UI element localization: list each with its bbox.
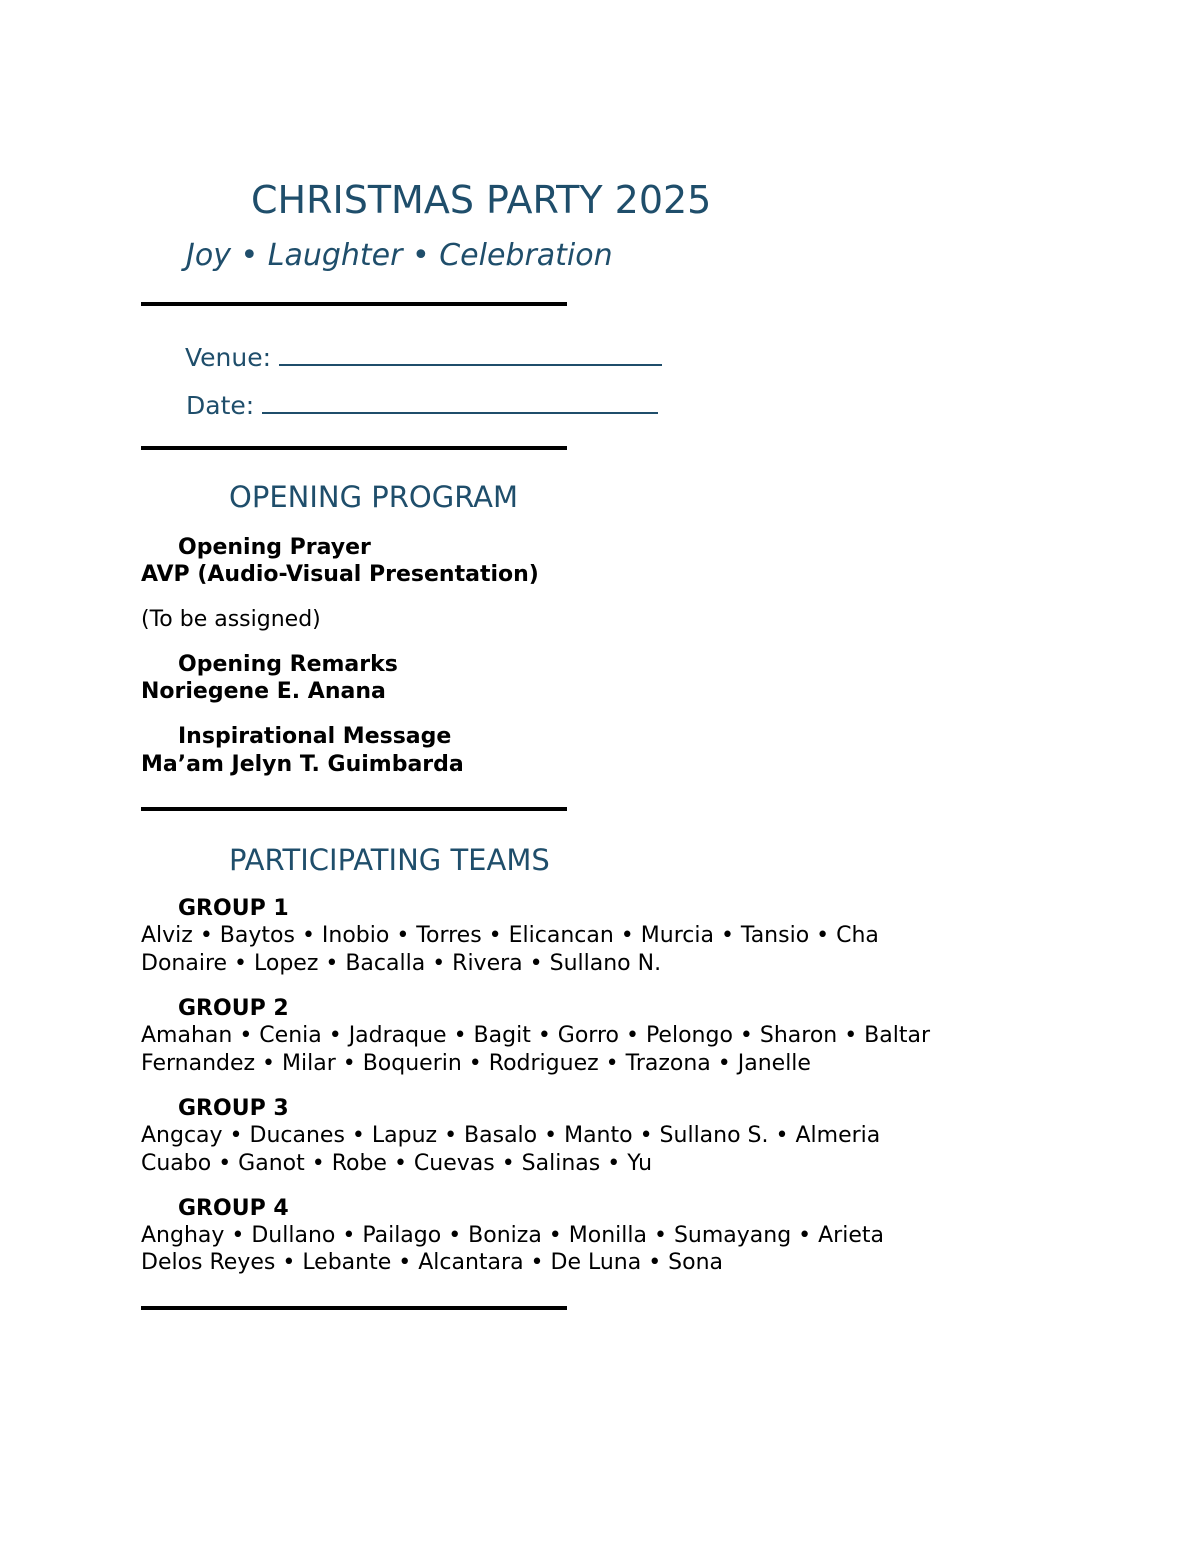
group-members: Angcay • Ducanes • Lapuz • Basalo • Manto • Sullano S. • Almeria xyxy=(141,1123,881,1148)
group-members: Anghay • Dullano • Pailago • Boniza • Monilla • Sumayang • Arieta xyxy=(141,1223,884,1248)
venue-label: Venue: xyxy=(185,343,272,372)
group-title: GROUP 2 xyxy=(178,996,289,1021)
tagline: Joy • Laughter • Celebration xyxy=(186,238,613,273)
group-title: GROUP 3 xyxy=(178,1096,289,1121)
group-members: Fernandez • Milar • Boquerin • Rodriguez • Trazona • Janelle xyxy=(141,1051,811,1076)
program-item-person: Noriegene E. Anana xyxy=(141,679,386,704)
date-blank-line xyxy=(262,386,658,414)
divider xyxy=(141,1306,567,1310)
teams-heading: PARTICIPATING TEAMS xyxy=(229,843,550,877)
divider xyxy=(141,446,567,450)
venue-blank-line xyxy=(279,338,662,366)
program-item-title: Inspirational Message xyxy=(178,724,452,749)
program-item-title: AVP (Audio-Visual Presentation) xyxy=(141,562,539,587)
group-members: Alviz • Baytos • Inobio • Torres • Elicancan • Murcia • Tansio • Cha xyxy=(141,923,879,948)
group-title: GROUP 1 xyxy=(178,896,289,921)
group-members: Donaire • Lopez • Bacalla • Rivera • Sullano N. xyxy=(141,951,662,976)
group-members: Cuabo • Ganot • Robe • Cuevas • Salinas • Yu xyxy=(141,1151,653,1176)
group-members: Amahan • Cenia • Jadraque • Bagit • Gorro • Pelongo • Sharon • Baltar xyxy=(141,1023,931,1048)
program-item-title: Opening Remarks xyxy=(178,652,398,677)
page-title: CHRISTMAS PARTY 2025 xyxy=(251,178,712,222)
program-item-person: Ma’am Jelyn T. Guimbarda xyxy=(141,752,464,777)
divider xyxy=(141,807,567,811)
program-item-title: Opening Prayer xyxy=(178,535,371,560)
date-field xyxy=(186,386,658,422)
group-members: Delos Reyes • Lebante • Alcantara • De Luna • Sona xyxy=(141,1250,724,1275)
divider xyxy=(141,302,567,306)
venue-field xyxy=(185,338,662,374)
date-label: Date: xyxy=(186,391,255,420)
program-item-note: (To be assigned) xyxy=(141,607,321,632)
program-heading: OPENING PROGRAM xyxy=(229,480,519,514)
group-title: GROUP 4 xyxy=(178,1196,289,1221)
